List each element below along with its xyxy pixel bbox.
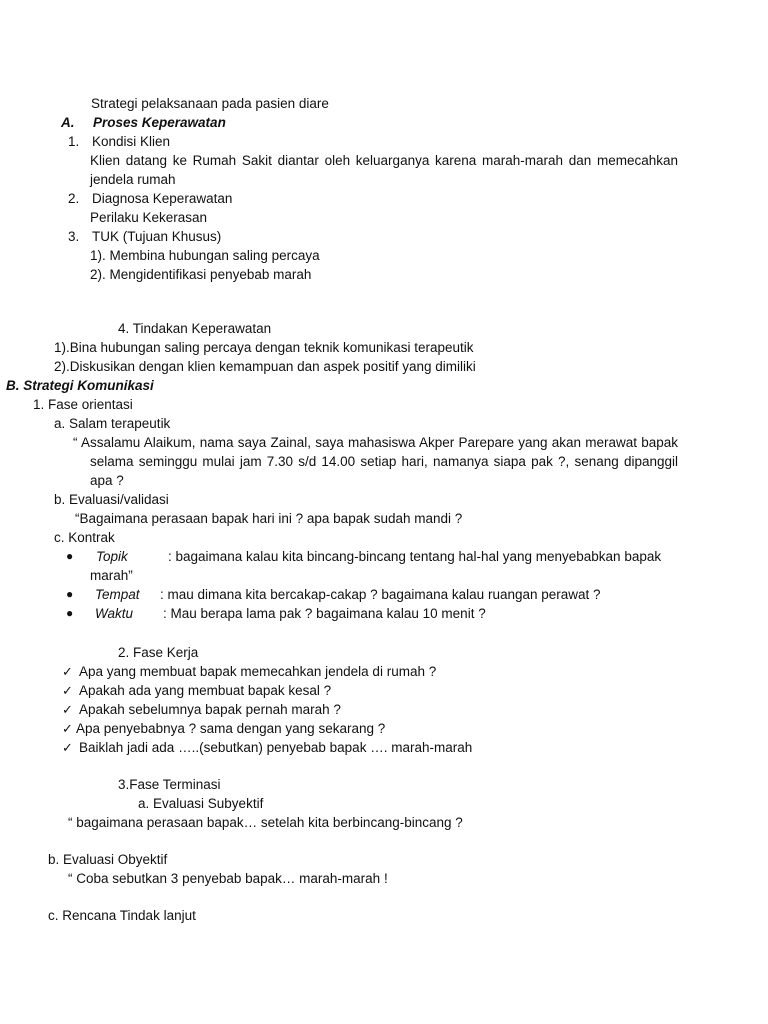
fase2-item-5: Baiklah jadi ada …..(sebutkan) penyebab bapak …. marah-marah [79,740,473,755]
kontrak-text-tempat: : mau dimana kita bercakap-cakap ? bagaimana kalau ruangan perawat ? [160,587,601,602]
fase1-b-label: b. Evaluasi/validasi [54,492,169,507]
bullet-icon: ● [66,606,74,620]
section-a-letter: A. [61,115,75,130]
item4-point-1: 1).Bina hubungan saling percaya dengan teknik komunikasi terapeutik [54,340,474,355]
item2-number: 2. [68,191,80,206]
fase1-a-label: a. Salam terapeutik [54,416,171,431]
item3-number: 3. [68,229,80,244]
fase2-item-2: Apakah ada yang membuat bapak kesal ? [79,683,332,698]
item3-point-2: 2). Mengidentifikasi penyebab marah [90,267,312,282]
bullet-icon: ● [66,549,74,563]
kontrak-term-topik: Topik [96,549,128,564]
document-title: Strategi pelaksanaan pada pasien diare [91,96,329,111]
item1-text: Klien datang ke Rumah Sakit diantar oleh keluarganya karena marah-marah dan memecahkan jendela rumah [90,153,678,187]
kontrak-term-waktu: Waktu [95,606,134,621]
fase1-c-label: c. Kontrak [54,530,115,545]
fase3-a-text: “ bagaimana perasaan bapak… setelah kita berbincang-bincang ? [68,815,463,830]
kontrak-term-tempat: Tempat [95,587,140,602]
item1-label: Kondisi Klien [92,134,171,149]
item1-number: 1. [68,134,80,149]
fase3-label: 3.Fase Terminasi [118,777,221,792]
fase2-item-4: Apa penyebabnya ? sama dengan yang sekarang ? [76,721,386,736]
fase2-item-1: Apa yang membuat bapak memecahkan jendela di rumah ? [79,664,437,679]
fase3-a-label: a. Evaluasi Subyektif [138,796,264,811]
section-a-heading: Proses Keperawatan [93,115,226,130]
kontrak-text-topik: : bagaimana kalau kita bincang-bincang tentang hal-hal yang menyebabkan bapak [168,549,662,564]
item2-text: Perilaku Kekerasan [90,210,208,225]
fase1-a-text: “ Assalamu Alaikum, nama saya Zainal, saya mahasiswa Akper Parepare yang akan merawat bapak selama seminggu mulai jam 7.30 s/d 14.00 setiap hari, namanya siapa pak ?, senang dipanggil apa ? [73,435,678,488]
checkmark-icon: ✓ [62,664,73,679]
checkmark-icon: ✓ [62,683,73,698]
bullet-icon: ● [66,587,74,601]
item4-point-2: 2).Diskusikan dengan klien kemampuan dan aspek positif yang dimiliki [54,359,476,374]
fase2-item-3: Apakah sebelumnya bapak pernah marah ? [79,702,341,717]
fase3-b-text: “ Coba sebutkan 3 penyebab bapak… marah-marah ! [68,871,388,886]
fase3-c-label: c. Rencana Tindak lanjut [48,908,196,923]
fase3-b-label: b. Evaluasi Obyektif [48,852,168,867]
checkmark-icon: ✓ [62,740,73,755]
kontrak-text-topik-cont: marah” [90,568,133,583]
checkmark-icon: ✓ [62,721,73,736]
item2-label: Diagnosa Keperawatan [92,191,233,206]
fase1-label: 1. Fase orientasi [33,397,133,412]
kontrak-text-waktu: : Mau berapa lama pak ? bagaimana kalau 10 menit ? [163,606,486,621]
fase2-label: 2. Fase Kerja [118,645,199,660]
item3-point-1: 1). Membina hubungan saling percaya [90,248,320,263]
item3-label: TUK (Tujuan Khusus) [92,229,222,244]
item4-label: 4. Tindakan Keperawatan [118,321,272,336]
section-b-heading: B. Strategi Komunikasi [6,378,154,393]
checkmark-icon: ✓ [62,702,73,717]
fase1-b-text: “Bagaimana perasaan bapak hari ini ? apa bapak sudah mandi ? [75,511,463,526]
